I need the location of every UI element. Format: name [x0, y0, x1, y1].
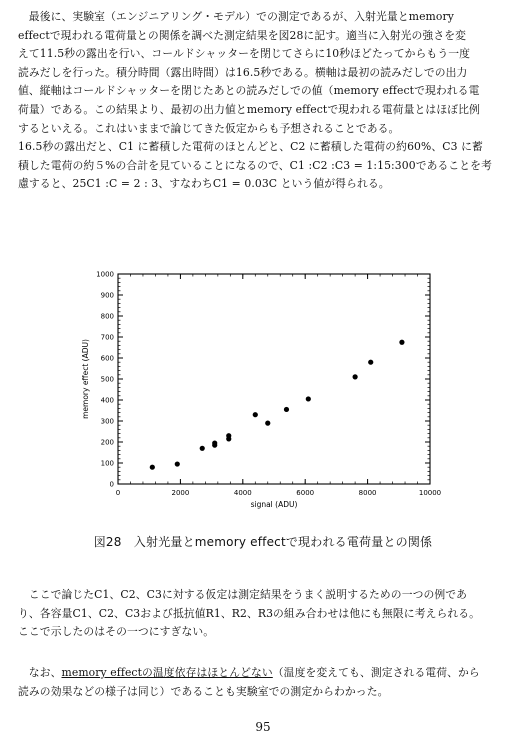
text-line: 荷量）である。この結果より、最初の出力値とmemory effectで現われる電荷量とはほぼ比例: [18, 102, 480, 116]
y-tick-label: 0: [109, 480, 114, 489]
y-axis-label: memory effect (ADU): [81, 339, 90, 419]
paragraph-discussion: [18, 586, 512, 642]
y-tick-label: 1000: [96, 270, 114, 279]
x-tick-label: 8000: [358, 489, 377, 497]
data-point: [399, 340, 404, 345]
text-line: えて11.5秒の露出を行い、コールドシャッターを閉じてさらに10秒ほどたってからもう一度: [18, 47, 471, 61]
text-line: [18, 664, 512, 683]
text-line: 読みだしを行った。積分時間（露出時間）は16.5秒である。横軸は最初の読みだしでの出力: [18, 65, 468, 79]
y-tick-label: 800: [100, 312, 114, 321]
data-point: [284, 407, 289, 412]
paragraph-temperature: [18, 664, 512, 701]
x-tick-label: 0: [115, 489, 121, 497]
text-line: effectで現われる電荷量との関係を調べた測定結果を図28に記す。適当に入射光の強さを変: [18, 28, 467, 42]
text-line: ここで示したのはその一つにすぎない。: [18, 625, 215, 639]
x-tick-label: 6000: [296, 489, 315, 497]
page-number: 95: [255, 720, 271, 734]
data-point: [212, 440, 217, 445]
data-point: [253, 412, 258, 417]
data-point: [200, 446, 205, 451]
y-tick-label: 300: [100, 417, 114, 426]
data-point: [353, 374, 358, 379]
text-line: するといえる。これはいままで論じてきた仮定からも予想されることである。: [18, 121, 400, 135]
y-tick-label: 700: [100, 333, 114, 342]
x-tick-label: 10000: [418, 489, 442, 497]
x-tick-label: 4000: [233, 489, 252, 497]
y-tick-label: 100: [100, 459, 114, 468]
plot-frame: [118, 274, 430, 484]
data-point: [175, 461, 180, 466]
paragraph-intro: [18, 8, 512, 194]
figure-caption: 図28 入射光量とmemory effectで現われる電荷量との関係: [93, 535, 433, 549]
text-line: 16.5秒の露出だと、C1 に蓄積した電荷のほとんどと、C2 に蓄積した電荷の約60%、C3 に蓄: [18, 140, 483, 154]
text-line: 値、縦軸はコールドシャッターを閉じたあとの読みだしでの値（memory effectで現われる電: [18, 84, 480, 98]
y-tick-label: 500: [100, 375, 114, 384]
x-tick-label: 2000: [171, 489, 190, 497]
y-tick-label: 200: [100, 438, 114, 447]
data-point: [226, 433, 231, 438]
lead-text: なお、: [28, 666, 62, 679]
text-line: ここで論じたC1、C2、C3に対する仮定は測定結果をうまく説明するための一つの例であ: [28, 588, 468, 601]
underlined-text: memory effectの温度依存はほとんどない: [61, 666, 273, 679]
x-axis-label: signal (ADU): [250, 500, 298, 509]
data-point: [306, 396, 311, 401]
y-tick-label: 600: [100, 354, 114, 363]
y-tick-label: 900: [100, 291, 114, 300]
data-point: [150, 465, 155, 470]
data-point: [368, 360, 373, 365]
y-tick-label: 400: [100, 396, 114, 405]
text-line: り、各容量C1、C2、C3および抵抗値R1、R2、R3の組み合わせは他にも無限に考えられる。: [18, 606, 481, 620]
trailing-text: （温度を変えても、測定される電荷、から: [272, 666, 480, 679]
text-line: 慮すると、25C1 :C = 2 : 3、すなわちC1 = 0.03C という値が得られる。: [18, 177, 390, 191]
text-line: 最後に、実験室（エンジニアリング・モデル）での測定であるが、入射光量とmemory: [28, 10, 454, 23]
scatter-chart: [68, 262, 448, 524]
text-line: 積した電荷の約５%の合計を見ていることになるので、C1 :C2 :C3 = 1:15:300であることを考: [18, 158, 492, 172]
data-point: [265, 421, 270, 426]
text-line: 読みの効果などの様子は同じ）であることも実験室での測定からわかった。: [18, 684, 389, 698]
